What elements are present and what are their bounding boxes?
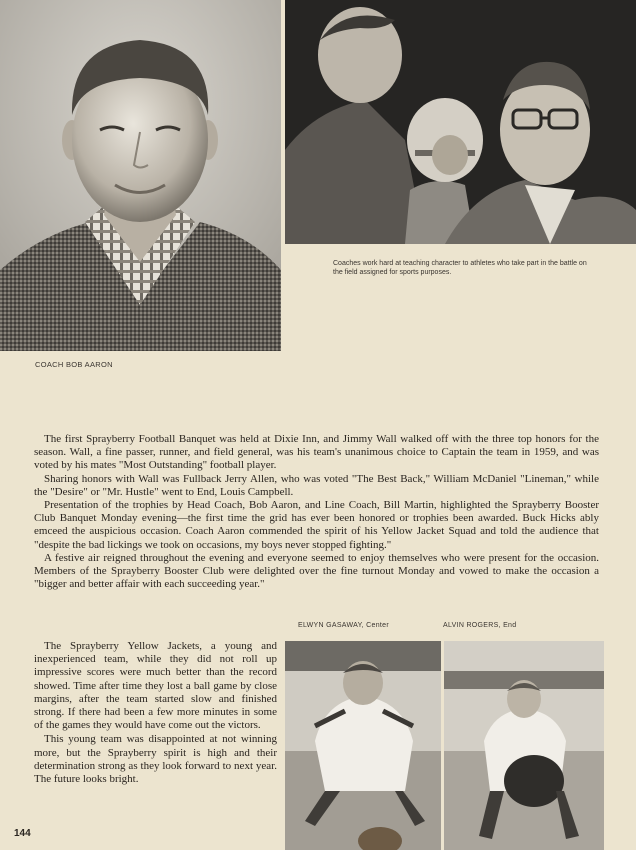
gasaway-caption: ELWYN GASAWAY, Center [298, 622, 389, 629]
coach-portrait-caption: COACH BOB AARON [35, 360, 113, 369]
side-article-paragraph: The Sprayberry Yellow Jackets, a young and inexperienced team, while they did not roll up impressive scores were much better than the record showed. Time after time they lost a ball game by close margins, after the team started slow and finished strong. If there had been a few more minutes in some of the games they would have come out the victors. [34, 640, 277, 732]
coaches-group-caption: Coaches work hard at teaching character to athletes who take part in the battle on the field assigned for sports purposes. [333, 260, 587, 276]
article-paragraph: Sharing honors with Wall was Fullback Jerry Allen, who was voted "The Best Back," William McDaniel "Lineman," while the "Desire" or "Mr. Hustle" went to End, Louis Campbell. [34, 472, 599, 498]
rogers-caption: ALVIN ROGERS, End [443, 622, 517, 629]
side-article-paragraph: This young team was disappointed at not winning more, but the Sprayberry spirit is high and their determination strong as they look forward to next year. The future looks bright. [34, 733, 277, 786]
coach-portrait-photo [0, 0, 281, 351]
coaches-group-photo [285, 0, 636, 244]
page-number: 144 [14, 828, 31, 839]
article-paragraph: Presentation of the trophies by Head Coach, Bob Aaron, and Line Coach, Bill Martin, highlighted the Sprayberry Booster Club Banquet Monday evening—the first time the grid has ever been honored or trophies been awarded. Buck Hicks ably emceed the auspicious occasion. Coach Aaron commended the spirit of his Yellow Jacket Squad and told the audience that "despite the bad lickings we took on occasions, my boys never stopped fighting." [34, 499, 599, 551]
side-article [34, 640, 277, 787]
main-article [34, 433, 599, 591]
article-paragraph: The first Sprayberry Football Banquet was held at Dixie Inn, and Jimmy Wall walked off with the three top honors for the season. Wall, a fine passer, runner, and field general, was his team's unanimous choice to Captain the team in 1959, and was voted by his mates "Most Outstanding" football player. [34, 433, 599, 472]
gasaway-photo [285, 641, 441, 850]
rogers-photo [444, 641, 604, 850]
article-paragraph: A festive air reigned throughout the evening and everyone seemed to enjoy themselves who were present for the occasion. Members of the Sprayberry Booster Club were delighted over the fine turnout Monday and vowed to make the occasion a "bigger and better affair with each succeeding year." [34, 551, 599, 591]
